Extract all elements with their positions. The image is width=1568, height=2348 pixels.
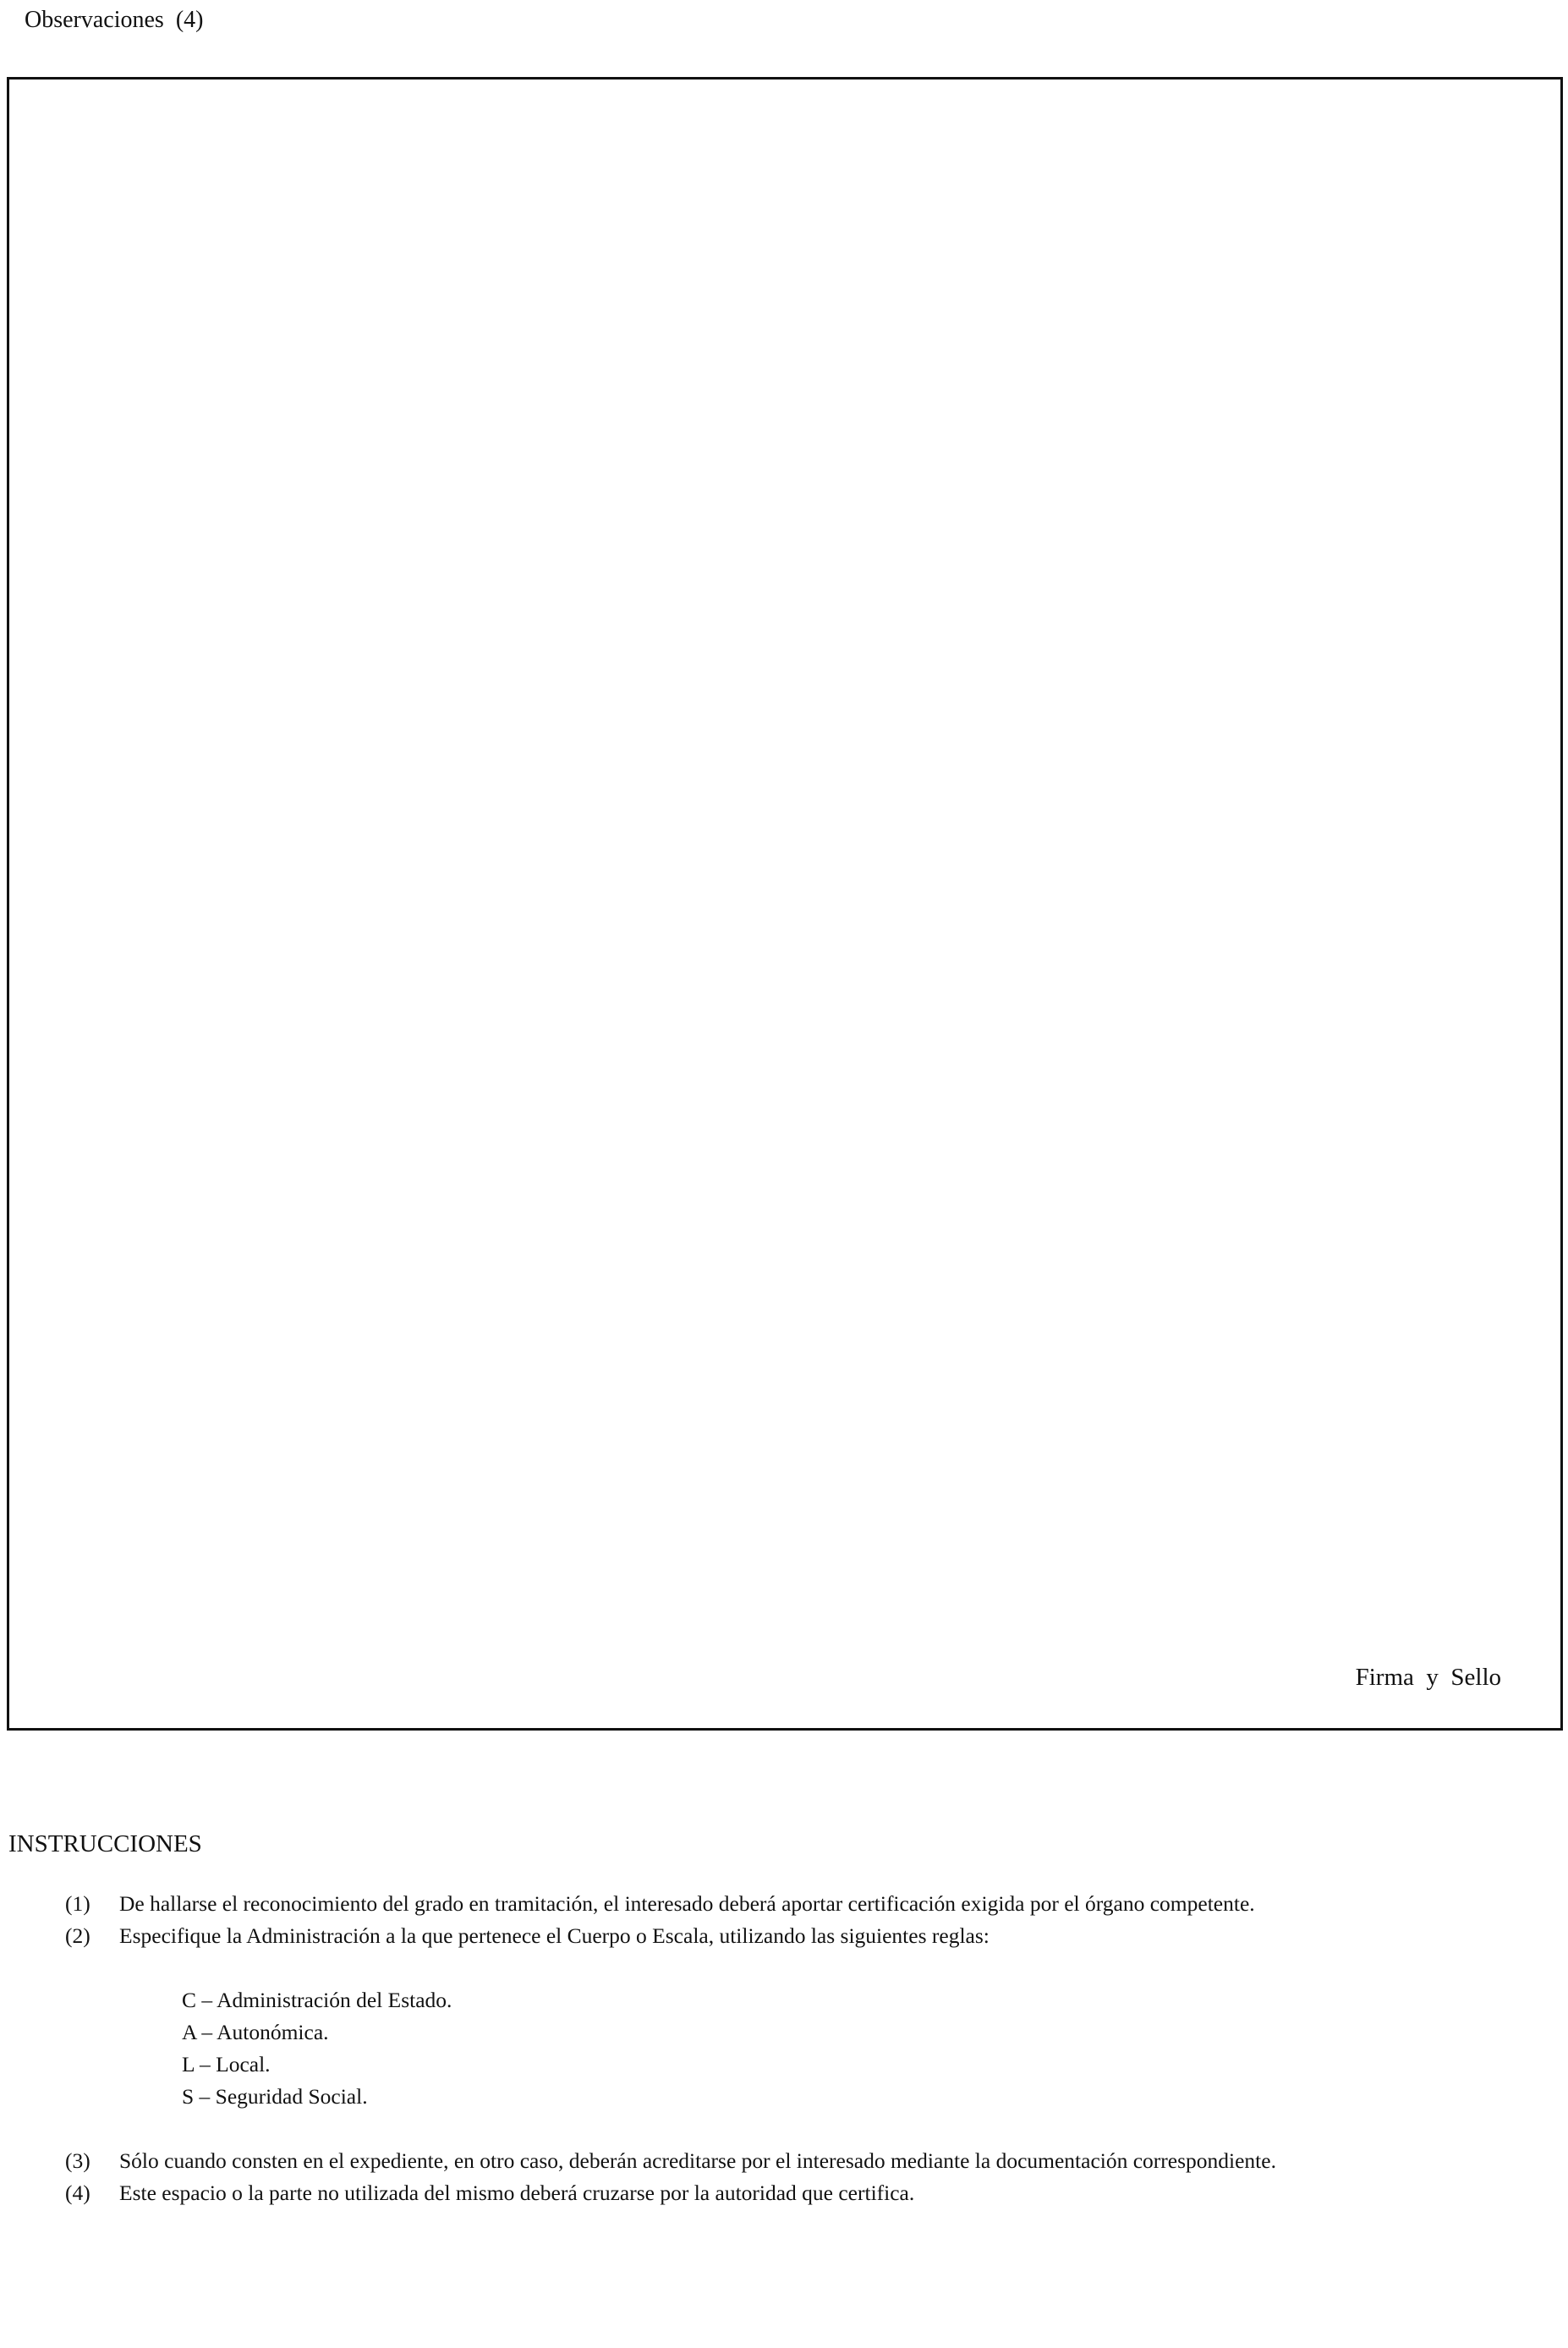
note-text: Especifique la Administración a la que pertenece el Cuerpo o Escala, utilizando las siguientes reglas: xyxy=(119,1923,990,1948)
administration-rules-list xyxy=(182,1984,452,2113)
observaciones-box[interactable] xyxy=(7,77,1563,1731)
rule-item-local: L – Local. xyxy=(182,2052,271,2076)
note-number: (2) xyxy=(65,1923,90,1948)
observaciones-title: Observaciones (4) xyxy=(25,7,204,33)
rule-item-autonomica: A – Autonómica. xyxy=(182,2020,329,2044)
rule-item-estado: C – Administración del Estado. xyxy=(182,1988,452,2012)
signature-label: Firma y Sello xyxy=(1355,1664,1501,1691)
note-number: (3) xyxy=(65,2148,90,2173)
rule-item-seguridad-social: S – Seguridad Social. xyxy=(182,2084,368,2109)
instruction-note-1 xyxy=(65,1888,1255,1920)
instruction-note-3 xyxy=(65,2145,1276,2177)
instrucciones-title: INSTRUCCIONES xyxy=(8,1830,202,1857)
note-number: (4) xyxy=(65,2181,90,2205)
instruction-note-4 xyxy=(65,2177,914,2209)
note-text: Sólo cuando consten en el expediente, en otro caso, deberán acreditarse por el interesado mediante la documentación correspondiente. xyxy=(119,2148,1276,2173)
note-text: Este espacio o la parte no utilizada del mismo deberá cruzarse por la autoridad que certifica. xyxy=(119,2181,915,2205)
note-number: (1) xyxy=(65,1891,90,1916)
note-text: De hallarse el reconocimiento del grado en tramitación, el interesado deberá aportar certificación exigida por el órgano competente. xyxy=(119,1891,1255,1916)
instruction-note-2 xyxy=(65,1920,990,1952)
